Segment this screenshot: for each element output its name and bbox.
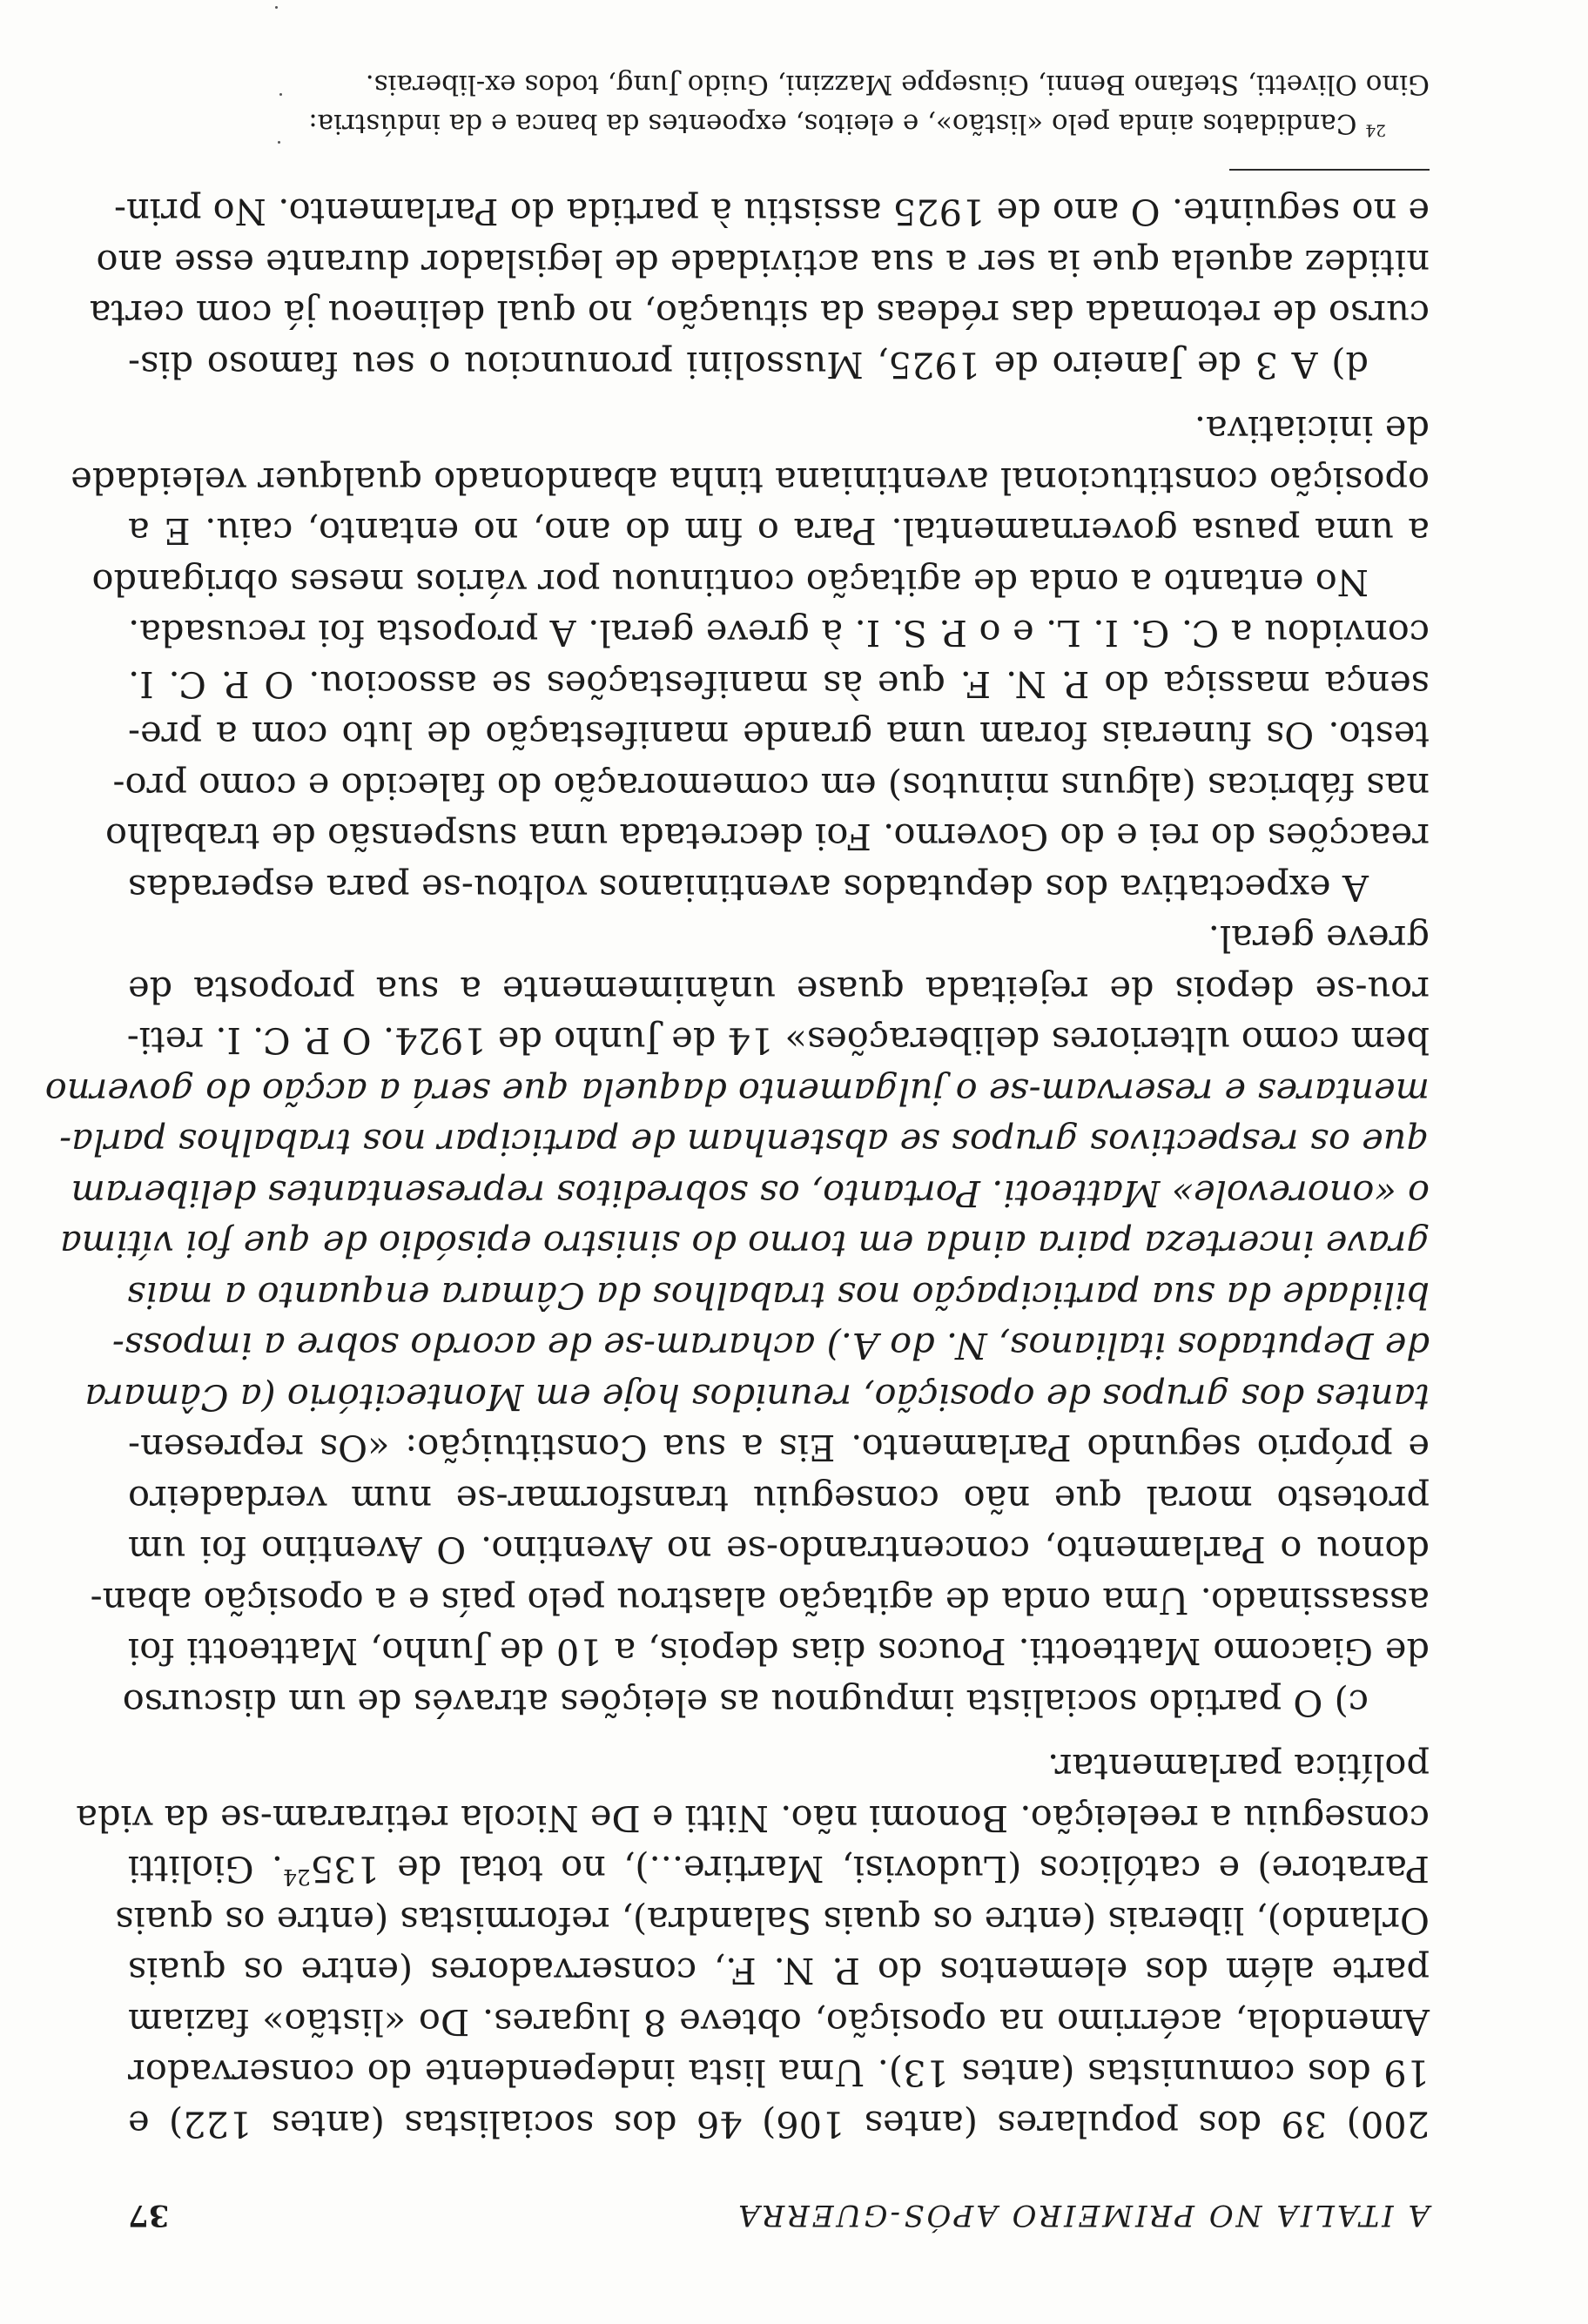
running-title: A ITALIA NO PRIMEIRO APÓS-GUERRA <box>736 2198 1430 2233</box>
text-line: oposição constitucional aventiniana tinha abandonado qualquer veleidade <box>71 460 1430 502</box>
quoted-line: bilidade da sua participação nos trabalhos da Câmara enquanto a mais <box>126 1274 1430 1317</box>
text-line: a uma pausa governamental. Para o fim do ano, no entanto, caiu. E a <box>128 510 1430 554</box>
text-line: c) O partido socialista impugnou as eleições através de um discurso <box>122 1682 1369 1724</box>
footnote-text: Candidatos ainda pelo «listão», e eleitos, expoentes da banca e da indústria: <box>308 108 1357 139</box>
quoted-line: grave incerteza paira ainda em torno do sinistro episódio de que foi vítima <box>59 1223 1430 1266</box>
paragraph-aventino <box>44 913 1430 1728</box>
text-line: rou-se depois de rejeitada quase unânimemente a sua proposta de <box>128 969 1430 1011</box>
scan-speck <box>279 93 282 96</box>
text-line: testo. Os funerais foram uma grande manifestação de luto com a pre- <box>128 714 1430 757</box>
text-line: de iniciativa. <box>1194 408 1430 452</box>
quoted-line: tantes dos grupos de oposição, reunidos hoje em Montecitório (a Câmara <box>84 1376 1430 1419</box>
scan-speck <box>275 6 278 9</box>
quoted-line: mentares e reservam-se o julgamento daquela que será a acção do governo <box>44 1071 1430 1113</box>
text-line: d) A 3 de Janeiro de 1925, Mussolini pronunciou o seu famoso dis- <box>128 344 1369 386</box>
text-line: parte além dos elementos do P. N. F., conservadores (entre os quais <box>128 1950 1430 1993</box>
paragraph-onda-agitacao <box>71 404 1430 608</box>
text-line: convidou a C. G. I. L. e o P. S. I. à greve geral. A proposta foi recusada. <box>128 612 1430 655</box>
text-segment: . Giolitti <box>127 1848 284 1891</box>
text-line: e no seguinte. O ano de 1925 assistiu à partida do Parlamento. No prin- <box>114 191 1430 234</box>
text-line: política parlamentar. <box>1047 1746 1430 1790</box>
text-line: assassinado. Uma onda de agitação alastrou pelo país e a oposição aban- <box>90 1580 1430 1622</box>
text-line-with-footnote-ref <box>128 1844 1430 1895</box>
quoted-line: que os respectivos grupos se abstenham de participar nos trabalhos parla- <box>59 1121 1430 1165</box>
text-line: No entanto a onda de agitação continuou por vários meses obrigando <box>91 561 1369 604</box>
footnote-marker: 24 <box>1365 120 1386 139</box>
footnote <box>128 64 1430 143</box>
text-segment: Paratore) e católicos (Ludovisi, Martire...), no total de 135 <box>310 1848 1430 1891</box>
quoted-line: o «onorevole» Matteoti. Portanto, os sobreditos representantes deliberam <box>71 1172 1430 1215</box>
quoted-line: de Deputados italianos, N. do A.) acharam-se de acordo sobre a imposs- <box>111 1325 1430 1368</box>
text-line: curso de retomada das rédeas da situação, no qual delineou já com certa <box>89 292 1430 336</box>
text-line: 19 dos comunistas (antes 13). Uma lista independente do conservador <box>128 2052 1430 2095</box>
text-line: reacções do rei e do Governo. Foi decretada uma suspensão de trabalho <box>104 816 1430 859</box>
text-line: Orlando), liberais (entre os quais Salandra), reformistas (entre os quais <box>115 1899 1430 1942</box>
paragraph-mussolini-1925 <box>89 186 1430 390</box>
running-header <box>128 2149 1430 2233</box>
page-content <box>44 64 1430 2233</box>
text-line: 200) 39 dos populares (antes 106) 46 dos socialistas (antes 122) e <box>128 2103 1430 2146</box>
footnote-reference: 24 <box>283 1864 311 1891</box>
paragraph-expectativa <box>104 608 1430 913</box>
page-number: 37 <box>128 2198 170 2233</box>
text-line: Amendola, acérrimo na oposição, obteve 8 lugares. Do «listão» faziam <box>128 2001 1430 2044</box>
text-line: A expectativa dos deputados aventinianos voltou-se para esperadas <box>128 867 1369 910</box>
footnote-divider <box>1229 169 1430 171</box>
footnote-line <box>128 104 1430 143</box>
text-line: sença massiça do P. N. F. que às manifestações se associou. O P. C. I. <box>128 663 1430 706</box>
text-line: conseguiu a reeleição. Bonomi não. Nitti e De Nicola retiraram-se da vida <box>76 1797 1430 1840</box>
text-line: greve geral. <box>1208 917 1430 961</box>
text-line: e próprio segundo Parlamento. Eis a sua Constituição: «Os represen- <box>128 1427 1430 1470</box>
text-line: donou o Parlamento, concentrando-se no Aventino. O Aventino foi um <box>128 1528 1430 1572</box>
text-line: protesto moral que não conseguiu transformar-se num verdadeiro <box>128 1478 1430 1521</box>
footnote-line: Gino Olivetti, Stefano Benni, Giuseppe Mazzini, Guido Jung, todos ex-liberais. <box>365 69 1430 100</box>
text-line: nitidez aquela que ia ser a sua actividade de legislador durante esse ano <box>96 242 1430 285</box>
text-line: bem como ulteriores deliberações» 14 de Junho de 1924. O P. C. I. reti- <box>126 1019 1430 1063</box>
paragraph-election-results <box>76 1742 1430 2149</box>
text-line: nas fábricas (alguns minutos) em comemoração do falecido e como pro- <box>112 765 1430 808</box>
scan-speck <box>278 141 280 144</box>
text-line: de Giacomo Matteotti. Poucos dias depois, a 10 de Junho, Matteotti foi <box>128 1630 1430 1674</box>
